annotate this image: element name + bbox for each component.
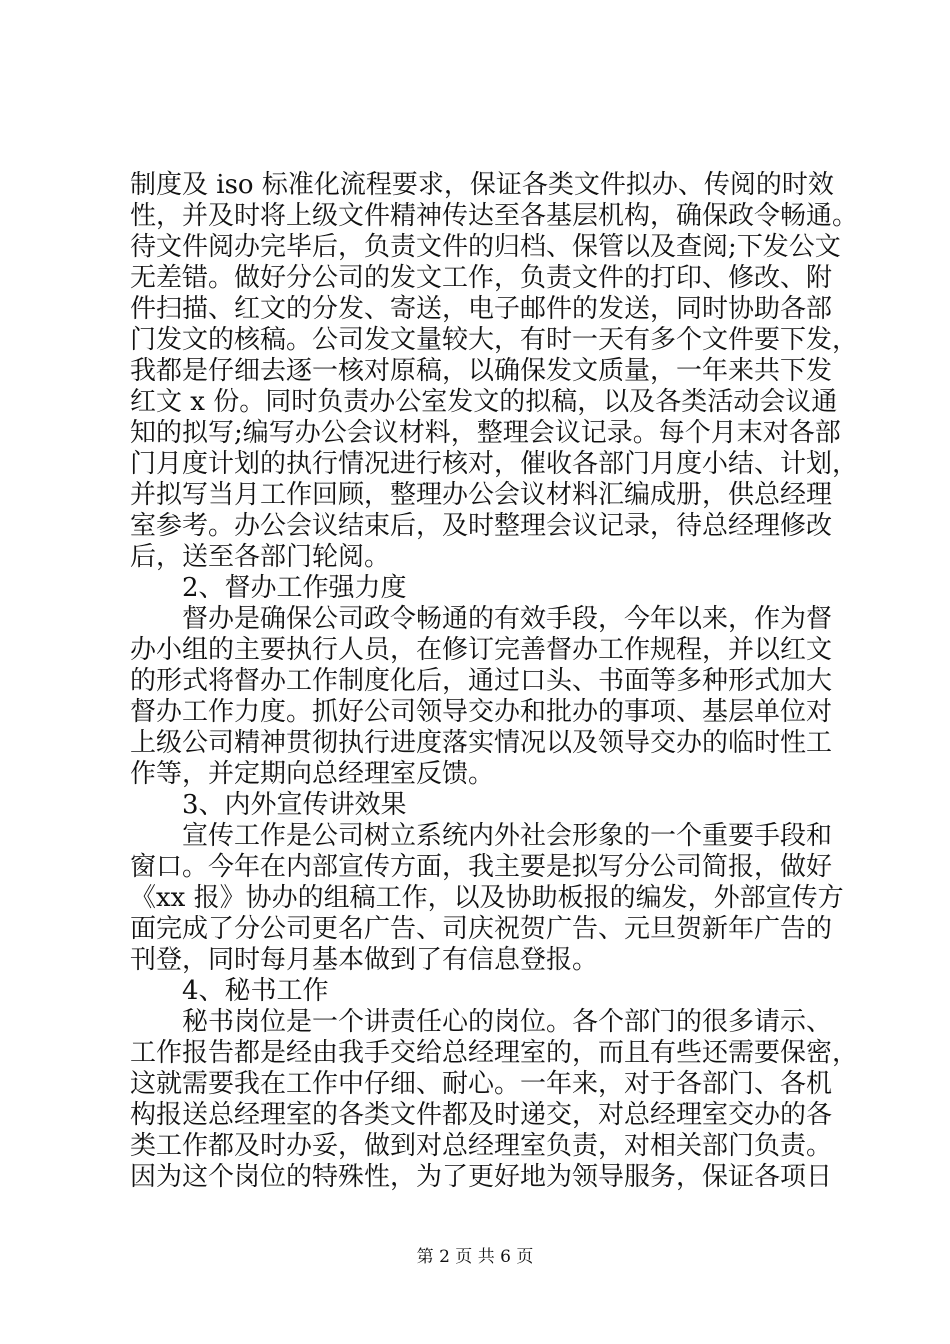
text-line: 秘书岗位是一个讲责任心的岗位。各个部门的很多请示、 xyxy=(130,1007,833,1037)
text-line: 并拟写当月工作回顾，整理办公会议材料汇编成册，供总经理 xyxy=(130,480,833,510)
text-line: 无差错。做好分公司的发文工作，负责文件的打印、修改、附 xyxy=(130,263,833,293)
text-line: 4、秘书工作 xyxy=(130,976,329,1006)
text-line: 作等，并定期向总经理室反馈。 xyxy=(130,759,495,789)
text-line: 上级公司精神贯彻执行进度落实情况以及领导交办的临时性工 xyxy=(130,728,833,758)
text-line: 办小组的主要执行人员，在修订完善督办工作规程，并以红文 xyxy=(130,635,833,665)
text-line: 督办是确保公司政令畅通的有效手段，今年以来，作为督 xyxy=(130,604,833,634)
document-body xyxy=(130,170,859,1193)
text-line: 刊登，同时每月基本做到了有信息登报。 xyxy=(130,945,599,975)
text-line: 室参考。办公会议结束后，及时整理会议记录，待总经理修改 xyxy=(130,511,833,541)
page-footer: 第 2 页 共 6 页 xyxy=(416,1247,534,1267)
text-line: 红文 x 份。同时负责办公室发文的拟稿，以及各类活动会议通 xyxy=(130,387,838,417)
text-line: 工作报告都是经由我手交给总经理室的，而且有些还需要保密， xyxy=(130,1038,859,1068)
text-line: 知的拟写;编写办公会议材料，整理会议记录。每个月末对各部 xyxy=(130,418,841,448)
text-line: 门月度计划的执行情况进行核对，催收各部门月度小结、计划， xyxy=(130,449,859,479)
text-line: 3、内外宣传讲效果 xyxy=(130,790,407,820)
text-line: 督办工作力度。抓好公司领导交办和批办的事项、基层单位对 xyxy=(130,697,833,727)
text-line: 件扫描、红文的分发、寄送，电子邮件的发送，同时协助各部 xyxy=(130,294,833,324)
text-line: 2、督办工作强力度 xyxy=(130,573,407,603)
text-line: 性，并及时将上级文件精神传达至各基层机构，确保政令畅通。 xyxy=(130,201,859,231)
text-line: 这就需要我在工作中仔细、耐心。一年来，对于各部门、各机 xyxy=(130,1069,833,1099)
text-line: 的形式将督办工作制度化后，通过口头、书面等多种形式加大 xyxy=(130,666,833,696)
text-line: 类工作都及时办妥，做到对总经理室负责，对相关部门负责。 xyxy=(130,1131,833,1161)
text-line: 构报送总经理室的各类文件都及时递交，对总经理室交办的各 xyxy=(130,1100,833,1130)
text-line: 待文件阅办完毕后，负责文件的归档、保管以及查阅;下发公文 xyxy=(130,232,841,262)
text-line: 因为这个岗位的特殊性，为了更好地为领导服务，保证各项日 xyxy=(130,1162,833,1192)
text-line: 门发文的核稿。公司发文量较大，有时一天有多个文件要下发， xyxy=(130,325,859,355)
text-line: 宣传工作是公司树立系统内外社会形象的一个重要手段和 xyxy=(130,821,833,851)
text-line: 我都是仔细去逐一核对原稿，以确保发文质量，一年来共下发 xyxy=(130,356,833,386)
text-line: 面完成了分公司更名广告、司庆祝贺广告、元旦贺新年广告的 xyxy=(130,914,833,944)
text-line: 后，送至各部门轮阅。 xyxy=(130,542,391,572)
text-line: 窗口。今年在内部宣传方面，我主要是拟写分公司简报，做好 xyxy=(130,852,833,882)
text-line: 制度及 iso 标准化流程要求，保证各类文件拟办、传阅的时效 xyxy=(130,170,834,200)
text-line: 《xx 报》协办的组稿工作，以及协助板报的编发，外部宣传方 xyxy=(130,883,844,913)
